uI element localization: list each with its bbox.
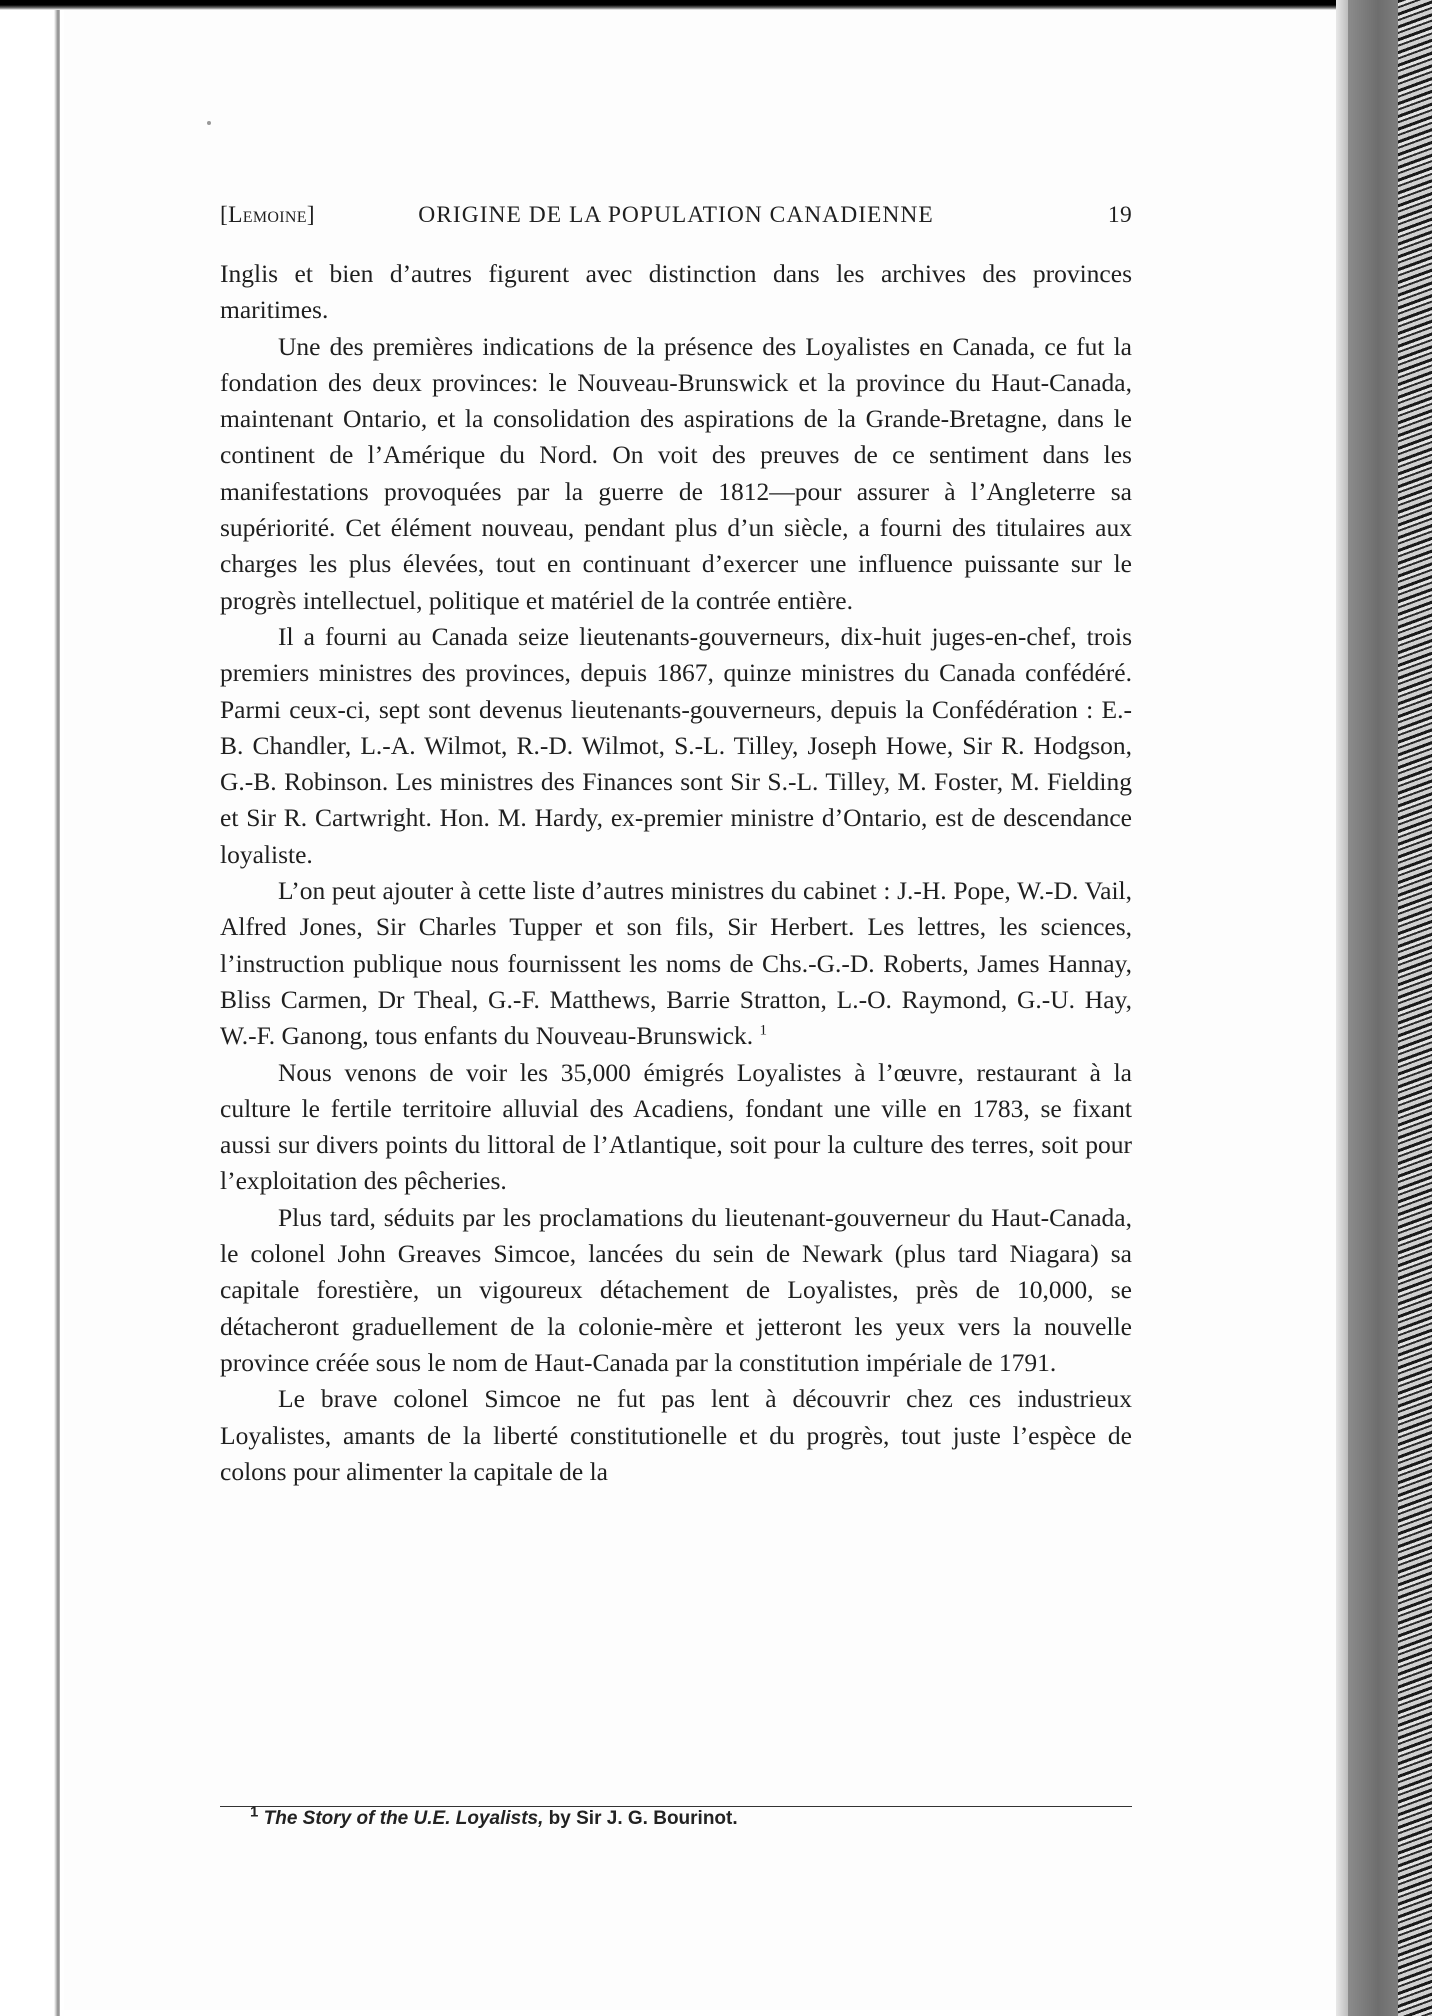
paragraph-text: L’on peut ajouter à cette liste d’autres ministres du cabinet : J.-H. Pope, W.-D. Vail, Alfred Jones, Sir Charles Tupper et son fils, Sir Herbert. Les lettres, les sciences, l’instruction publique nous fournissent les noms de Chs.-G.-D. Roberts, James Hannay, Bliss Carmen, Dr Theal, G.-F. Matthews, Barrie Stratton, L.-O. Raymond, G.-U. Hay, W.-F. Ganong, tous enfants du Nouveau-Brunswick. xyxy=(220,876,1132,1051)
footnote xyxy=(250,1803,738,1830)
page-number: 19 xyxy=(1107,202,1132,228)
page-stack-edge xyxy=(1398,0,1432,2016)
paragraph: Plus tard, séduits par les proclamations du lieutenant-gouverneur du Haut-Canada, le colonel John Greaves Simcoe, lancées du sein de Newark (plus tard Niagara) sa capitale forestière, un vigoureux détachement de Loyalistes, près de 10,000, se détacheront graduellement de la colonie-mère et jetteront les yeux vers la nouvelle province créée sous le nom de Haut-Canada par la constitution impériale de 1791. xyxy=(220,1202,1132,1377)
paragraph: Nous venons de voir les 35,000 émigrés Loyalistes à l’œuvre, restaurant à la culture le fertile territoire alluvial des Acadiens, fondant une ville en 1783, se fixant aussi sur divers points du littoral de l’Atlantique, soit pour la culture des terres, soit pour l’exploitation des pêcheries. xyxy=(220,1057,1132,1196)
paragraph: Une des premières indications de la présence des Loyalistes en Canada, ce fut la fondation des deux provinces: le Nouveau-Brunswick et la province du Haut-Canada, maintenant Ontario, et la consolidation des aspirations de la Grande-Bretagne, dans le continent de l’Amérique du Nord. On voit des preuves de ce sentiment dans les manifestations provoquées par la guerre de 1812—pour assurer à l’Angleterre sa supériorité. Cet élément nouveau, pendant plus d’un siècle, a fourni des titulaires aux charges les plus élevées, tout en continuant d’exercer une influence puissante sur le progrès intellectuel, politique et matériel de la contrée entière. xyxy=(220,331,1132,615)
footnote-rule xyxy=(220,1806,1132,1807)
paragraph xyxy=(220,873,1132,1054)
scan-speck xyxy=(207,121,211,125)
footnote-reference: 1 xyxy=(759,1022,768,1039)
paragraph: Inglis et bien d’autres figurent avec distinction dans les archives des provinces maritimes. xyxy=(220,259,1132,325)
page-body xyxy=(220,256,1132,1490)
running-title: ORIGINE DE LA POPULATION CANADIENNE xyxy=(418,202,934,228)
footnote-text: by Sir J. G. Bourinot. xyxy=(543,1808,738,1829)
footnote-title: The Story of the U.E. Loyalists, xyxy=(263,1808,544,1829)
author-tag: [Lemoine] xyxy=(220,202,315,228)
scan-top-edge xyxy=(0,0,1432,10)
scan-left-edge xyxy=(0,0,60,2016)
running-header xyxy=(220,202,1132,238)
paragraph: Le brave colonel Simcoe ne fut pas lent à découvrir chez ces industrieux Loyalistes, amants de la liberté constitutionelle et du progrès, tout juste l’espèce de colons pour alimenter la capitale de la xyxy=(220,1384,1132,1486)
book-spine-edge xyxy=(1348,0,1398,2016)
page-gutter-shadow xyxy=(1336,0,1348,2016)
footnote-marker: 1 xyxy=(250,1803,259,1821)
paragraph: Il a fourni au Canada seize lieutenants-gouverneurs, dix-huit juges-en-chef, trois premiers ministres des provinces, depuis 1867, quinze ministres du Canada confédéré. Parmi ceux-ci, sept sont devenus lieutenants-gouverneurs, depuis la Confédération : E.-B. Chandler, L.-A. Wilmot, R.-D. Wilmot, S.-L. Tilley, Joseph Howe, Sir R. Hodgson, G.-B. Robinson. Les ministres des Finances sont Sir S.-L. Tilley, M. Foster, M. Fielding et Sir R. Cartwright. Hon. M. Hardy, ex-premier ministre d’Ontario, est de descendance loyaliste. xyxy=(220,621,1132,869)
